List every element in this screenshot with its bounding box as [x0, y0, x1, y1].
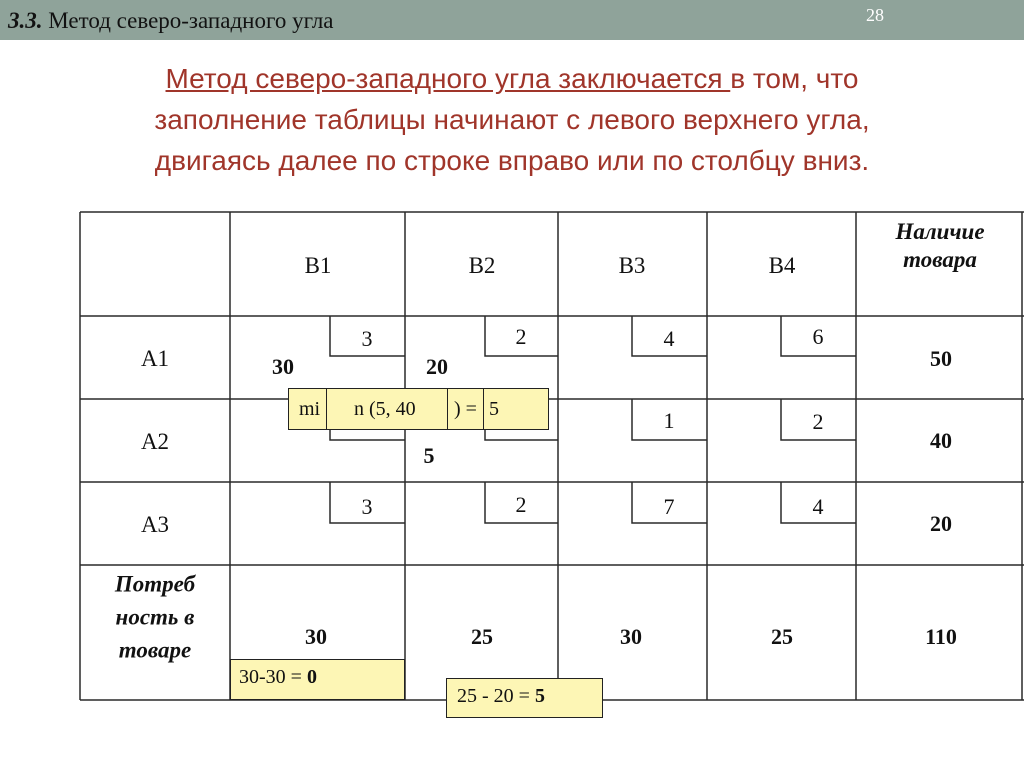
demand-label	[82, 568, 228, 667]
demand-b1: 30	[305, 624, 327, 649]
slide-number: 28	[866, 5, 884, 25]
cost-a3-b2: 2	[515, 492, 527, 517]
cost-a2-b3: 1	[663, 408, 675, 433]
min-text-part-2: n (5, 40	[354, 398, 416, 420]
demand-label-line-3: товаре	[118, 637, 192, 663]
cost-a3-b3: 7	[663, 494, 675, 519]
stock-a2: 40	[930, 428, 952, 453]
stock-a1: 50	[930, 346, 952, 371]
demand-total: 110	[925, 624, 957, 649]
column-header-b4: B4	[768, 253, 796, 278]
stock-header-line-1: Наличие	[895, 219, 985, 244]
min-note-divider-2	[447, 389, 448, 429]
intro-linked-phrase[interactable]: Метод северо-западного угла заключается	[165, 63, 731, 94]
min-text-part-1: mi	[299, 398, 321, 420]
cost-a1-b3: 4	[663, 326, 675, 351]
column-header-b3: B3	[618, 253, 646, 278]
column-header-b1: B1	[304, 253, 332, 278]
stock-a3: 20	[930, 511, 952, 536]
section-title-text: Метод северо-западного угла	[48, 8, 334, 33]
cost-a1-b2: 2	[515, 324, 527, 349]
min-note-divider-3	[483, 389, 484, 429]
min-note-divider-1	[326, 389, 327, 429]
demand-label-line-2: ность в	[115, 604, 195, 630]
stock-header-line-2: товара	[903, 247, 977, 272]
allocation-a1-b1: 30	[272, 354, 294, 379]
b1-result: 0	[306, 666, 317, 688]
b1-remainder-note	[230, 659, 405, 700]
intro-line-1-rest: в том, что	[730, 63, 859, 94]
min-text-part-3: ) =	[454, 398, 477, 420]
demand-b2: 25	[471, 624, 493, 649]
cost-a1-b4: 6	[812, 324, 824, 349]
cost-a3-b4: 4	[812, 494, 824, 519]
cost-a1-b1: 3	[361, 326, 373, 351]
row-label-a3: A3	[140, 512, 170, 537]
demand-b4: 25	[771, 624, 793, 649]
cost-a3-b1: 3	[361, 494, 373, 519]
intro-line-2: заполнение таблицы начинают с левого верхнего угла,	[154, 104, 870, 135]
column-header-b2: B2	[468, 253, 496, 278]
row-label-a1: A1	[140, 346, 170, 371]
allocation-a1-b2: 20	[426, 354, 448, 379]
b1-calc: 30-30 =	[239, 666, 307, 688]
demand-b3: 30	[620, 624, 642, 649]
section-number: 3.3.	[8, 8, 43, 33]
allocation-a2-b2: 5	[423, 443, 435, 468]
min-calculation-note	[288, 388, 549, 430]
row-label-a2: A2	[140, 429, 170, 454]
intro-line-3: двигаясь далее по строке вправо или по столбцу вниз.	[154, 145, 870, 176]
b2-remainder-note	[446, 678, 603, 718]
b2-calc: 25 - 20 =	[457, 685, 535, 707]
b2-result: 5	[534, 685, 545, 707]
demand-label-line-1: Потреб	[114, 571, 196, 597]
cost-a2-b4: 2	[812, 409, 824, 434]
stock-header	[870, 218, 1010, 274]
min-result: 5	[489, 398, 499, 420]
